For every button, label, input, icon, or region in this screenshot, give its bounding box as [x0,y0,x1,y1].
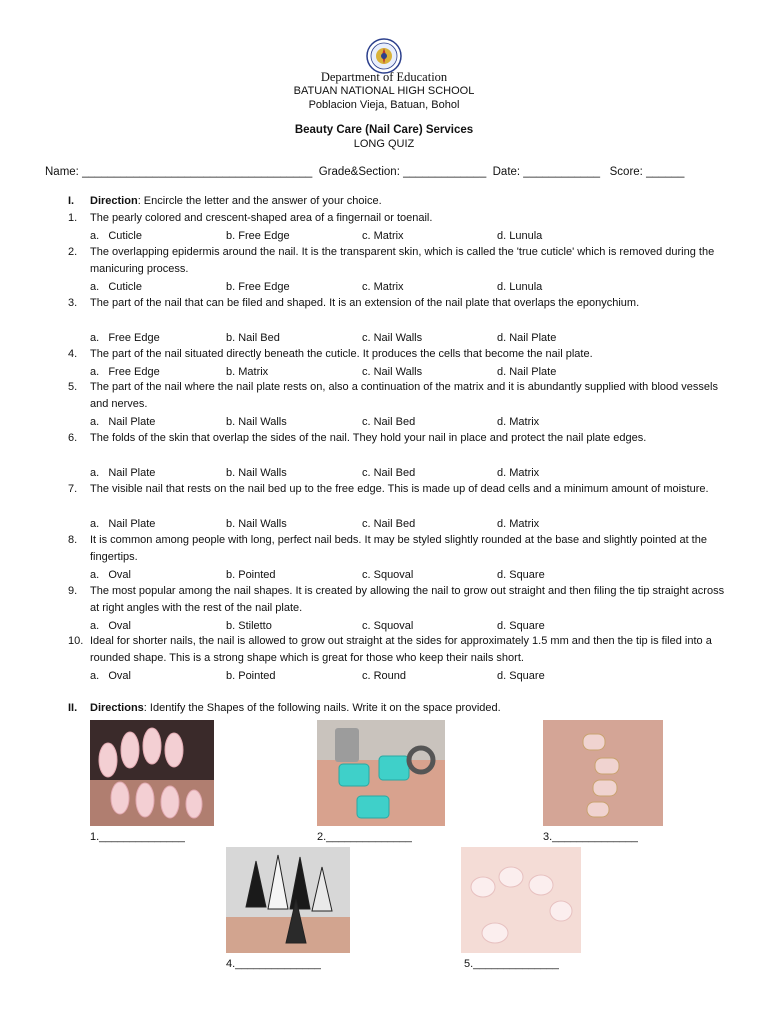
answer-option[interactable]: d. Square [497,569,545,581]
question-text: The part of the nail that can be filed and shaped. It is an extension of the nail plate that overlaps the eponychium. [90,297,640,309]
answer-option[interactable]: a. Oval [90,670,131,682]
answer-option[interactable]: c. Matrix [362,230,404,242]
quiz-title: Beauty Care (Nail Care) Services [294,124,474,136]
part2-text: : Identify the Shapes of the following nails. Write it on the space provided. [143,702,501,714]
deped-seal-icon [366,38,402,74]
nail-photo-2 [317,720,445,826]
question-text: The most popular among the nail shapes. It is created by allowing the nail to grow out straight and then filing the tip straight across at right angles with the rest of the nail plate. [90,585,725,614]
question-number: 6. [68,432,78,444]
answer-line-4[interactable]: 4.______________ [226,958,321,970]
question-text: The part of the nail where the nail plate rests on, also a continuation of the matrix and it is abundantly supplied with blood vessels and nerves. [90,381,718,410]
school-name: BATUAN NATIONAL HIGH SCHOOL [293,85,475,97]
answer-option[interactable]: c. Nail Walls [362,366,423,378]
answer-option[interactable]: b. Free Edge [226,230,290,242]
nail-photo-3 [543,720,663,826]
answer-line-1[interactable]: 1.______________ [90,831,185,843]
answer-option[interactable]: b. Nail Walls [226,416,287,428]
question-number: 10. [68,635,84,647]
answer-line-5[interactable]: 5.______________ [464,958,559,970]
part1-label: Direction [90,195,138,207]
answer-option[interactable]: d. Matrix [497,416,540,428]
question-text: The folds of the skin that overlap the sides of the nail. They hold your nail in place and protect the nail plate edges. [90,432,647,444]
answer-option[interactable]: c. Squoval [362,569,414,581]
answer-option[interactable]: b. Nail Bed [226,332,280,344]
answer-option[interactable]: d. Nail Plate [497,366,557,378]
quiz-subtitle: LONG QUIZ [353,138,415,150]
question-text: The part of the nail situated directly beneath the cuticle. It produces the cells that become the nail plate. [90,348,593,360]
part2-numeral: II. [68,702,78,714]
answer-option[interactable]: c. Nail Bed [362,518,416,530]
answer-option[interactable]: b. Matrix [226,366,269,378]
answer-option[interactable]: a. Nail Plate [90,416,156,428]
answer-line-2[interactable]: 2.______________ [317,831,412,843]
question-number: 4. [68,348,78,360]
question-number: 3. [68,297,78,309]
question-text: Ideal for shorter nails, the nail is allowed to grow out straight at the sides for approximately 1.5 mm and then the tip is filed into a rounded shape. This is a strong shape which is great for those who keep their nails short. [90,635,712,664]
question-number: 1. [68,212,78,224]
answer-option[interactable]: b. Free Edge [226,281,290,293]
question-number: 2. [68,246,78,258]
answer-option[interactable]: d. Square [497,620,545,632]
answer-option[interactable]: a. Nail Plate [90,518,156,530]
answer-option[interactable]: b. Nail Walls [226,518,287,530]
question-text: The pearly colored and crescent-shaped area of a fingernail or toenail. [90,212,433,224]
answer-option[interactable]: c. Nail Bed [362,416,416,428]
answer-option[interactable]: d. Nail Plate [497,332,557,344]
department-name: Department of Education [320,70,448,84]
nail-photo-1 [90,720,214,826]
answer-option[interactable]: b. Pointed [226,569,276,581]
answer-option[interactable]: b. Stiletto [226,620,272,632]
nail-photo-5 [461,847,581,953]
part1-text: : Encircle the letter and the answer of your choice. [137,195,382,207]
answer-option[interactable]: a. Nail Plate [90,467,156,479]
answer-option[interactable]: a. Cuticle [90,230,142,242]
part2-label: Directions [90,702,144,714]
question-text: The visible nail that rests on the nail bed up to the free edge. This is made up of dead cells and a minimum amount of moisture. [90,483,709,495]
answer-line-3[interactable]: 3.______________ [543,831,638,843]
answer-option[interactable]: a. Cuticle [90,281,142,293]
question-number: 9. [68,585,78,597]
student-info-line: Name: ____________________________________ Grade&Section: _____________ Date: ____________ Score: ______ [45,166,685,178]
answer-option[interactable]: d. Lunula [497,230,543,242]
answer-option[interactable]: d. Lunula [497,281,543,293]
question-number: 5. [68,381,78,393]
answer-option[interactable]: c. Squoval [362,620,414,632]
answer-option[interactable]: c. Matrix [362,281,404,293]
part1-numeral: I. [68,195,75,207]
answer-option[interactable]: a. Free Edge [90,332,160,344]
answer-option[interactable]: a. Oval [90,569,131,581]
question-number: 8. [68,534,78,546]
nail-photo-4 [226,847,350,953]
answer-option[interactable]: d. Matrix [497,467,540,479]
question-number: 7. [68,483,78,495]
answer-option[interactable]: a. Oval [90,620,131,632]
answer-option[interactable]: d. Square [497,670,545,682]
answer-option[interactable]: c. Nail Bed [362,467,416,479]
question-text: It is common among people with long, perfect nail beds. It may be styled slightly rounded at the base and slightly pointed at the fingertips. [90,534,707,563]
answer-option[interactable]: c. Round [362,670,407,682]
answer-option[interactable]: b. Nail Walls [226,467,287,479]
answer-option[interactable]: b. Pointed [226,670,276,682]
answer-option[interactable]: a. Free Edge [90,366,160,378]
answer-option[interactable]: d. Matrix [497,518,540,530]
question-text: The overlapping epidermis around the nail. It is the transparent skin, which is called the 'true cuticle' which is removed during the manicuring process. [90,246,715,275]
answer-option[interactable]: c. Nail Walls [362,332,423,344]
school-address: Poblacion Vieja, Batuan, Bohol [308,99,460,111]
